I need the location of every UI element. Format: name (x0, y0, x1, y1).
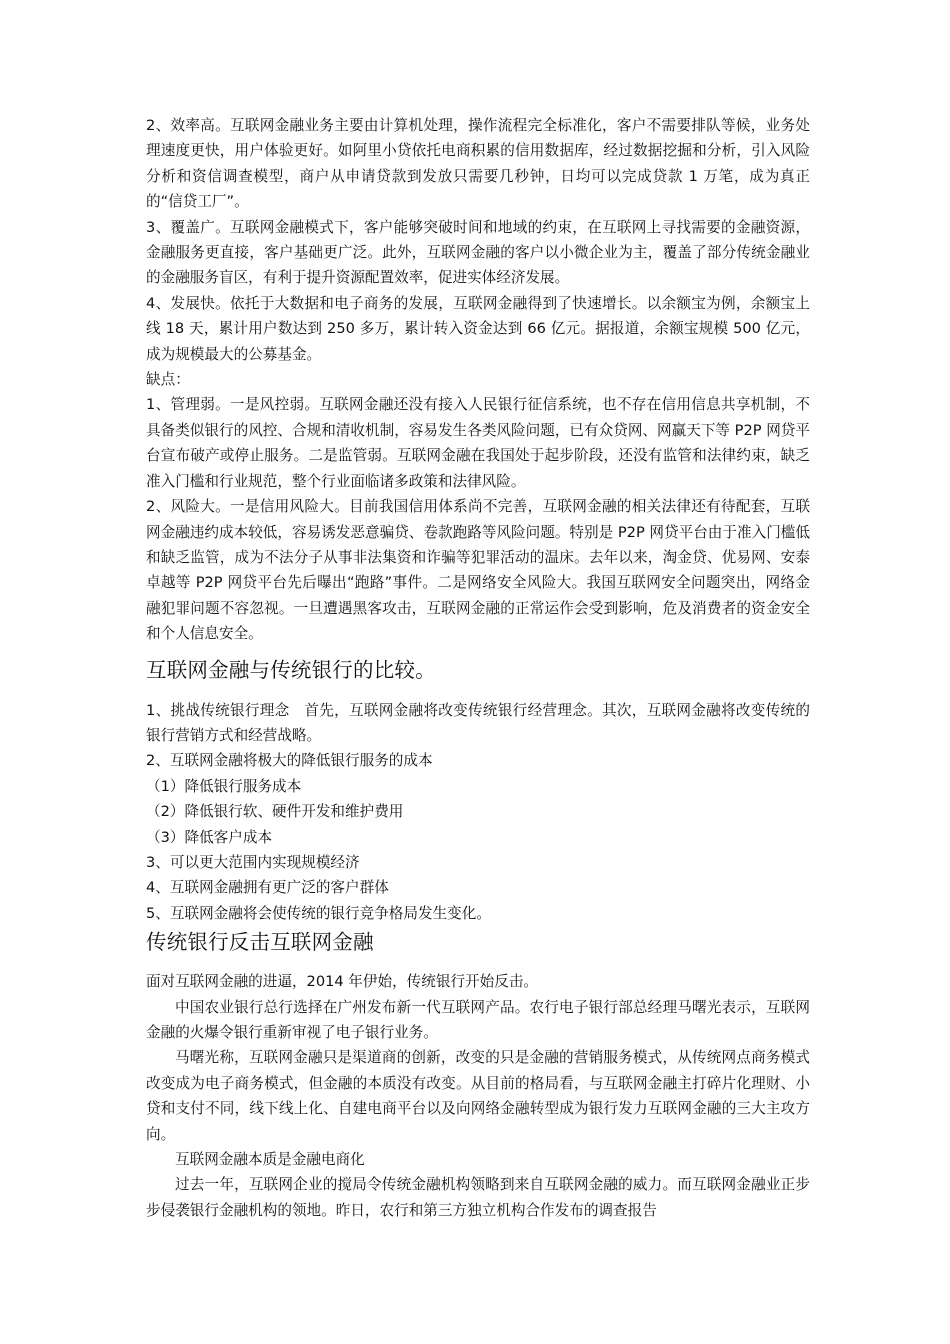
comparison-item: 3、可以更大范围内实现规模经济 (146, 853, 360, 871)
comparison-item: 4、互联网金融拥有更广泛的客户群体 (146, 879, 389, 897)
counterattack-paragraph: 马曙光称，互联网金融只是渠道商的创新，改变的只是金融的营销服务模式，从传统网点商务模式改变成为电子商务模式，但金融的本质没有改变。从目前的格局看，与互联网金融主打碎片化理财、小贷和支付不同，线下线上化、自建电商平台以及向网络金融转型成为银行发力互联网金融的三大主攻方向。 (146, 1049, 810, 1143)
comparison-item: 1、挑战传统银行理念 首先，互联网金融将改变传统银行经营理念。其次，互联网金融将改变传统的银行营销方式和经营战略。 (146, 701, 810, 744)
comparison-subitem: （1）降低银行服务成本 (146, 777, 302, 795)
advantage-efficiency: 2、效率高。互联网金融业务主要由计算机处理，操作流程完全标准化，客户不需要排队等候，业务处理速度更快，用户体验更好。如阿里小贷依托电商积累的信用数据库，经过数据挖掘和分析，引入风险分析和资信调查模型，商户从申请贷款到发放只需要几秒钟，日均可以完成贷款 1 万笔，成为真正的“信贷工厂”。 (146, 117, 810, 211)
advantage-coverage: 3、覆盖广。互联网金融模式下，客户能够突破时间和地域的约束，在互联网上寻找需要的金融资源，金融服务更直接，客户基础更广泛。此外，互联网金融的客户以小微企业为主，覆盖了部分传统金融业的金融服务盲区，有利于提升资源配置效率，促进实体经济发展。 (146, 218, 810, 287)
comparison-subitem: （3）降低客户成本 (146, 828, 273, 846)
section-heading-comparison: 互联网金融与传统银行的比较。 (146, 657, 436, 682)
disadvantages-label: 缺点： (146, 371, 190, 389)
disadvantage-management: 1、管理弱。一是风控弱。互联网金融还没有接入人民银行征信系统，也不存在信用信息共享机制，不具备类似银行的风控、合规和清收机制，容易发生各类风险问题，已有众贷网、网赢天下等 P2P 网贷平台宣布破产或停止服务。二是监管弱。互联网金融在我国处于起步阶段，还没有监管和法律约束，缺乏准入门槛和行业规范，整个行业面临诸多政策和法律风险。 (146, 396, 810, 490)
advantage-growth: 4、发展快。依托于大数据和电子商务的发展，互联网金融得到了快速增长。以余额宝为例，余额宝上线 18 天，累计用户数达到 250 多万，累计转入资金达到 66 亿元。据报道，余额宝规模 500 亿元，成为规模最大的公募基金。 (146, 294, 810, 363)
comparison-item: 5、互联网金融将会使传统的银行竞争格局发生变化。 (146, 904, 491, 922)
section-heading-counterattack: 传统银行反击互联网金融 (146, 930, 374, 955)
comparison-item: 2、互联网金融将极大的降低银行服务的成本 (146, 752, 433, 770)
counterattack-paragraph: 过去一年，互联网企业的搅局令传统金融机构领略到来自互联网金融的威力。而互联网金融业正步步侵袭银行金融机构的领地。昨日，农行和第三方独立机构合作发布的调查报告 (146, 1176, 810, 1219)
comparison-subitem: （2）降低银行软、硬件开发和维护费用 (146, 803, 404, 821)
counterattack-paragraph: 中国农业银行总行选择在广州发布新一代互联网产品。农行电子银行部总经理马曙光表示，互联网金融的火爆令银行重新审视了电子银行业务。 (146, 998, 810, 1041)
document-page (146, 113, 810, 1223)
counterattack-subheading: 互联网金融本质是金融电商化 (175, 1151, 365, 1169)
counterattack-intro: 面对互联网金融的进逼，2014 年伊始，传统银行开始反击。 (146, 973, 539, 991)
disadvantage-risk: 2、风险大。一是信用风险大。目前我国信用体系尚不完善，互联网金融的相关法律还有待配套，互联网金融违约成本较低，容易诱发恶意骗贷、卷款跑路等风险问题。特别是 P2P 网贷平台由于准入门槛低和缺乏监管，成为不法分子从事非法集资和诈骗等犯罪活动的温床。去年以来，淘金贷、优易网、安泰卓越等 P2P 网贷平台先后曝出“跑路”事件。二是网络安全风险大。我国互联网安全问题突出，网络金融犯罪问题不容忽视。一旦遭遇黑客攻击，互联网金融的正常运作会受到影响，危及消费者的资金安全和个人信息安全。 (146, 498, 810, 643)
